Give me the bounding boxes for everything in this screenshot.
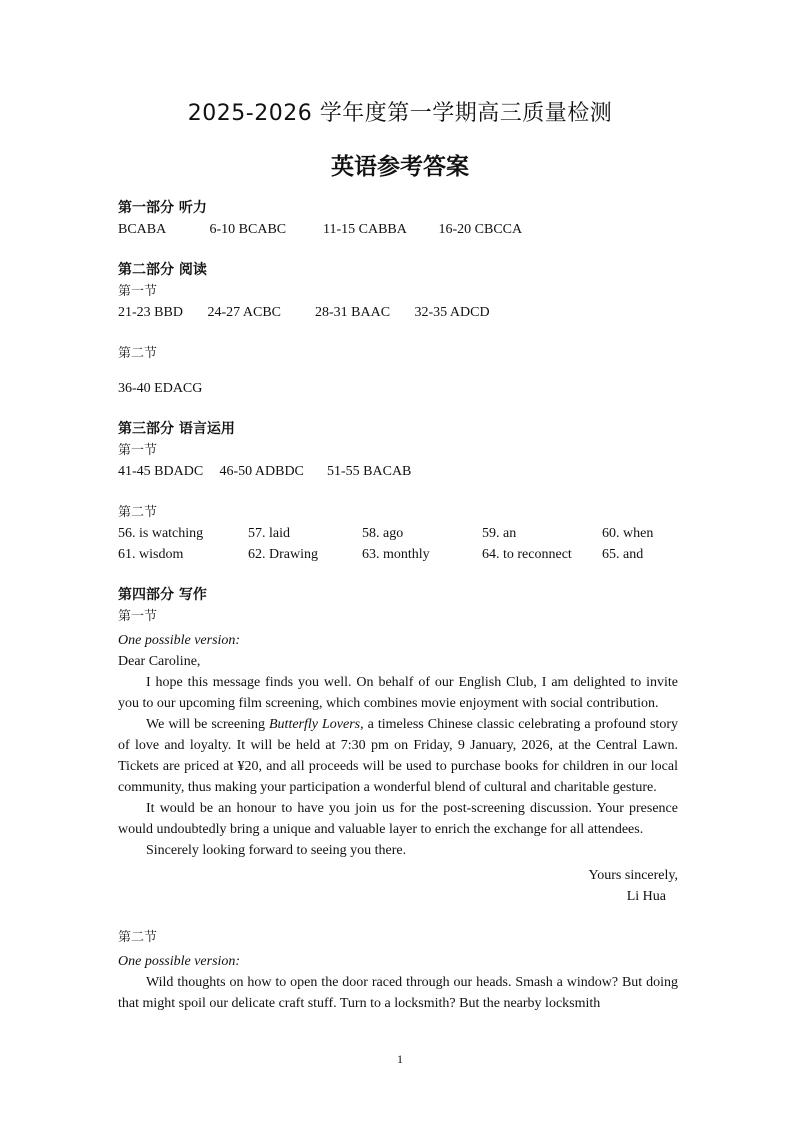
version-label: One possible version:	[118, 633, 241, 648]
answer-group: 41-45 BDADC	[118, 464, 204, 479]
fill-answer: 57. laid	[248, 526, 290, 541]
letter-greeting: Dear Caroline,	[118, 654, 201, 669]
part1-heading: 第一部分 听力	[118, 200, 207, 216]
letter-paragraph: It would be an honour to have you join us for the post-screening discussion. Your presence would undoubtedly bring a unique and valuable layer to enrich the exchange for all attendees.	[118, 801, 678, 837]
fill-answer: 65. and	[602, 547, 644, 562]
page-subtitle: 英语参考答案	[331, 154, 469, 180]
answer-group: 28-31 BAAC	[315, 305, 391, 320]
part2-heading: 第二部分 阅读	[118, 262, 207, 278]
text-run: , a timeless Chinese classic celebrating a profound story of love and loyalty. It will be held at 7:30 pm on Friday, 9 January, 2026, at the Central Lawn. Tickets are priced at ¥20, and all proceeds will be used to purchase books for children in our local community, thus making your participation a wonderful blend of cultural and charitable gesture.	[118, 717, 678, 795]
fill-answer: 59. an	[482, 526, 517, 541]
fill-answer: 60. when	[602, 526, 654, 541]
answer-group: 11-15 CABBA	[323, 222, 407, 237]
answer-group: 16-20 CBCCA	[438, 222, 523, 237]
part4-section2-label: 第二节	[118, 930, 158, 945]
part2-section2-label: 第二节	[118, 346, 158, 361]
page-number: 1	[397, 1052, 403, 1066]
answer-group: 32-35 ADCD	[414, 305, 490, 320]
fill-answer: 62. Drawing	[248, 547, 318, 562]
film-title: Butterfly Lovers	[269, 717, 361, 732]
fill-answer: 56. is watching	[118, 526, 204, 541]
answer-group: 21-23 BBD	[118, 305, 183, 320]
part1-answers	[118, 219, 678, 240]
version-label: One possible version:	[118, 954, 241, 969]
fill-answer: 58. ago	[362, 526, 404, 541]
answer-group: 46-50 ADBDC	[219, 464, 304, 479]
part2-section1-label: 第一节	[118, 284, 158, 299]
answer-content	[118, 198, 678, 1014]
part3-section2-label: 第二节	[118, 505, 158, 520]
answer-group: 6-10 BCABC	[209, 222, 287, 237]
letter-paragraph	[118, 714, 678, 798]
fill-answer: 61. wisdom	[118, 547, 184, 562]
letter-paragraph: Sincerely looking forward to seeing you there.	[146, 843, 407, 858]
story-paragraph: Wild thoughts on how to open the door raced through our heads. Smash a window? But doing that might spoil our delicate craft stuff. Turn to a locksmith? But the nearby locksmith	[118, 975, 678, 1011]
text-run: We will be screening	[146, 717, 269, 732]
letter-closing: Yours sincerely,	[588, 868, 678, 883]
part3-section1-label: 第一节	[118, 443, 158, 458]
part2-section2-answers	[118, 378, 678, 399]
part3-section1-answers	[118, 461, 678, 482]
answer-group: 51-55 BACAB	[327, 464, 412, 479]
part3-heading: 第三部分 语言运用	[118, 421, 235, 437]
grammar-fill-answers	[118, 523, 678, 565]
answer-group: 36-40 EDACG	[118, 381, 203, 396]
part4-heading: 第四部分 写作	[118, 587, 207, 603]
letter-signature: Li Hua	[626, 889, 666, 904]
page-title: 2025-2026 学年度第一学期高三质量检测	[187, 101, 613, 126]
answer-group: BCABA	[118, 222, 167, 237]
fill-answer: 63. monthly	[362, 547, 430, 562]
part4-section1-label: 第一节	[118, 609, 158, 624]
answer-group: 24-27 ACBC	[207, 305, 282, 320]
fill-answer: 64. to reconnect	[482, 547, 572, 562]
letter-paragraph: I hope this message finds you well. On behalf of our English Club, I am delighted to invite you to our upcoming film screening, which combines movie enjoyment with social contribution.	[118, 675, 678, 711]
part2-section1-answers	[118, 302, 678, 323]
